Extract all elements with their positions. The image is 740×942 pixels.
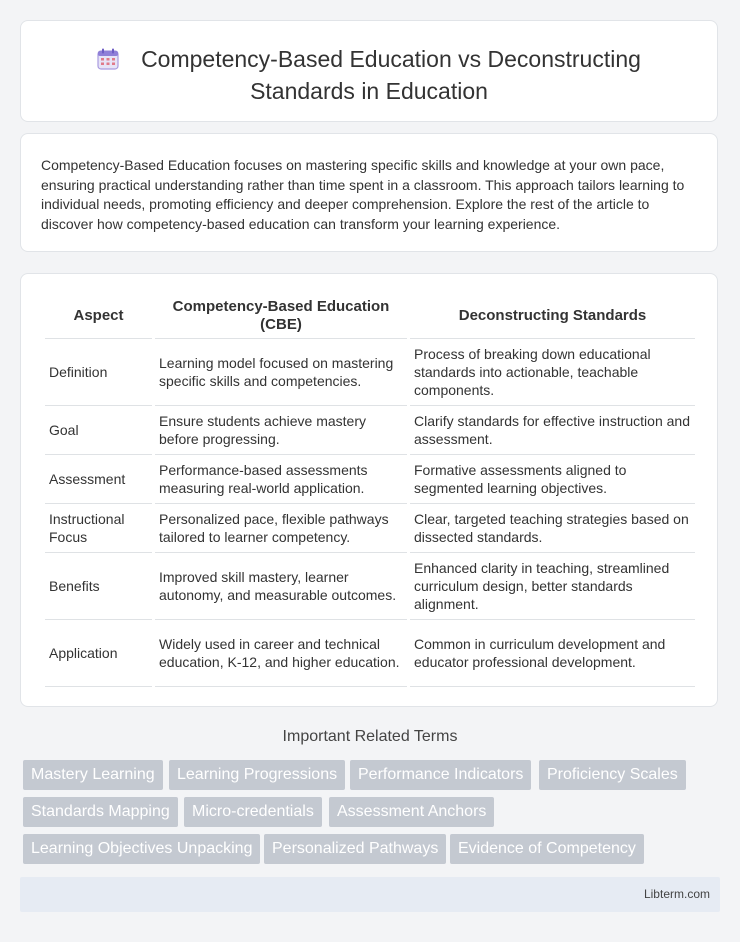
row-deconstructing: Common in curriculum development and educator professional development.	[410, 620, 695, 687]
row-deconstructing: Process of breaking down educational standards into actionable, teachable components.	[410, 339, 695, 406]
row-aspect: Application	[45, 620, 152, 687]
related-term-tag[interactable]: Assessment Anchors	[329, 797, 494, 827]
intro-text: Competency-Based Education focuses on mastering specific skills and knowledge at your own pace, ensuring practical understanding rather than time spent in a classroom. This approach tailors learning to individual needs, promoting efficiency and deeper comprehension. Explore the rest of the article to discover how competency-based education can transform your learning experience.	[41, 157, 685, 232]
header-cbe: Competency-Based Education (CBE)	[155, 294, 407, 339]
related-term-tag[interactable]: Learning Objectives Unpacking	[23, 834, 260, 864]
row-deconstructing: Clarify standards for effective instruction and assessment.	[410, 406, 695, 455]
table-row	[45, 620, 695, 687]
footer-site-link[interactable]: Libterm.com	[643, 887, 710, 901]
row-cbe: Performance-based assessments measuring real-world application.	[155, 455, 407, 504]
footer	[20, 877, 720, 912]
table-row	[45, 553, 695, 620]
related-term-tag[interactable]: Mastery Learning	[23, 760, 163, 790]
page-title	[21, 45, 717, 106]
calendar-icon	[97, 48, 119, 77]
related-term-tag[interactable]: Learning Progressions	[169, 760, 345, 790]
row-aspect: Definition	[45, 339, 152, 406]
related-term-tag[interactable]: Evidence of Competency	[450, 834, 644, 864]
row-aspect: Assessment	[45, 455, 152, 504]
row-deconstructing: Enhanced clarity in teaching, streamlined curriculum design, better standards alignment.	[410, 553, 695, 620]
row-cbe: Ensure students achieve mastery before progressing.	[155, 406, 407, 455]
row-cbe: Improved skill mastery, learner autonomy, and measurable outcomes.	[155, 553, 407, 620]
title-line-2: Standards in Education	[250, 78, 488, 104]
comparison-card	[20, 273, 718, 707]
intro-card	[20, 133, 718, 252]
row-cbe: Learning model focused on mastering specific skills and competencies.	[155, 339, 407, 406]
related-term-tag[interactable]: Micro-credentials	[184, 797, 322, 827]
table-row	[45, 504, 695, 553]
row-aspect: Instructional Focus	[45, 504, 152, 553]
header-aspect: Aspect	[45, 294, 152, 339]
row-deconstructing: Clear, targeted teaching strategies based on dissected standards.	[410, 504, 695, 553]
title-card	[20, 20, 718, 122]
table-row	[45, 339, 695, 406]
row-aspect: Benefits	[45, 553, 152, 620]
title-line-1: Competency-Based Education vs Deconstructing	[141, 46, 641, 72]
row-cbe: Personalized pace, flexible pathways tailored to learner competency.	[155, 504, 407, 553]
row-deconstructing: Formative assessments aligned to segmented learning objectives.	[410, 455, 695, 504]
related-term-tag[interactable]: Standards Mapping	[23, 797, 178, 827]
table-row	[45, 455, 695, 504]
related-term-tag[interactable]: Performance Indicators	[350, 760, 531, 790]
comparison-table	[42, 294, 698, 687]
related-terms-title: Important Related Terms	[282, 728, 458, 745]
row-cbe: Widely used in career and technical education, K-12, and higher education.	[155, 620, 407, 687]
row-aspect: Goal	[45, 406, 152, 455]
table-header-row	[45, 294, 695, 339]
related-term-tag[interactable]: Personalized Pathways	[264, 834, 446, 864]
table-row	[45, 406, 695, 455]
header-deconstructing: Deconstructing Standards	[410, 294, 695, 339]
related-term-tag[interactable]: Proficiency Scales	[539, 760, 686, 790]
